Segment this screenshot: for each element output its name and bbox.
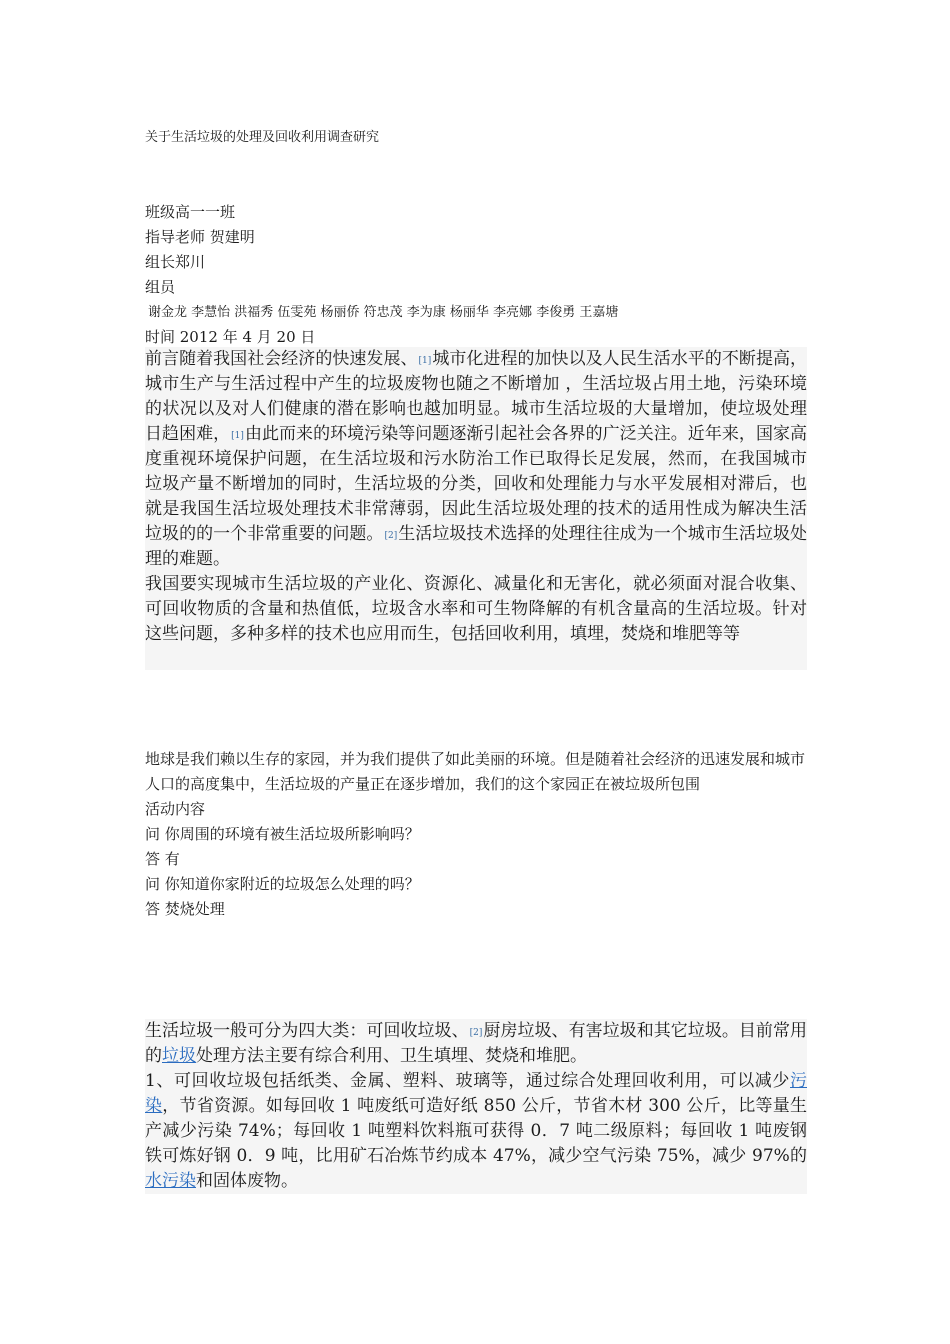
- intro-section: [145, 347, 807, 647]
- activity-heading: 活动内容: [145, 800, 206, 818]
- intro-text-c: 由此而来的环境污染等问题逐渐引起社会各界的广泛关注。近年来，国家高度重视环境保护问题，在生活垃圾和污水防治工作已取得长足发展，然而，在我国城市垃圾产量不断增加的同时，生活垃圾的分类，回收和处理能力与水平发展相对滞后，也就是我国生活垃圾处理技术非常薄弱，因此生活垃圾处理的技术的适用性成为解决生活垃圾的的一个非常重要的问题。: [145, 424, 808, 544]
- classify-text-a: 生活垃圾一般可分为四大类：可回收垃圾、: [145, 1021, 469, 1041]
- pollution-link[interactable]: 污染: [145, 1071, 807, 1116]
- document-title: 关于生活垃圾的处理及回收利用调查研究: [145, 130, 380, 145]
- intro-text-a: 前言随着我国社会经济的快速发展、: [145, 349, 418, 369]
- citation-ref[interactable]: [1]: [418, 356, 432, 366]
- citation-ref[interactable]: [1]: [231, 431, 244, 441]
- classify-text-b: 厨房垃圾、有害垃圾和其它垃圾。目前常用的: [145, 1021, 807, 1066]
- recycle-text-a: 1、可回收垃圾包括纸类、金属、塑料、玻璃等，通过综合处理回收利用，可以减少: [145, 1071, 790, 1091]
- teacher-line: 指导老师 贺建明: [145, 228, 255, 246]
- classify-paragraph-2: [145, 1069, 807, 1194]
- classify-paragraph-1: [145, 1019, 807, 1069]
- intro-text-d: 生活垃圾技术选择的处理往往成为一个城市生活垃圾处理的难题。: [145, 524, 808, 569]
- question-2: 问 你知道你家附近的垃圾怎么处理的吗？: [145, 875, 420, 893]
- citation-ref[interactable]: [2]: [469, 1028, 483, 1038]
- question-1: 问 你周围的环境有被生活垃圾所影响吗？: [145, 825, 420, 843]
- recycle-text-c: 和固体废物。: [196, 1171, 298, 1191]
- members-list: 谢金龙 李慧怡 洪福秀 伍雯苑 杨丽侨 符忠茂 李为康 杨丽华 李亮娜 李俊勇 王嘉塘: [148, 305, 619, 320]
- leader-line: 组长郑川: [145, 253, 206, 271]
- answer-1: 答 有: [145, 850, 180, 868]
- water-pollution-link[interactable]: 水污染: [145, 1171, 196, 1191]
- members-label: 组员: [145, 278, 176, 296]
- time-line: 时间 2012 年 4 月 20 日: [145, 328, 316, 346]
- intro-paragraph-2: 我国要实现城市生活垃圾的产业化、资源化、减量化和无害化，就必须面对混合收集、可回收物质的含量和热值低，垃圾含水率和可生物降解的有机含量高的生活垃圾。针对这些问题，多种多样的技术也应用而生，包括回收利用，填埋，焚烧和堆肥等等: [145, 574, 807, 644]
- garbage-link[interactable]: 垃圾: [162, 1046, 196, 1066]
- classify-section: [145, 1019, 807, 1194]
- intro-paragraph-1: [145, 347, 807, 572]
- class-line: 班级高一一班: [145, 203, 236, 221]
- citation-ref[interactable]: [2]: [384, 531, 398, 541]
- activity-paragraph: 地球是我们赖以生存的家园，并为我们提供了如此美丽的环境。但是随着社会经济的迅速发展和城市人口的高度集中，生活垃圾的产量正在逐步增加，我们的这个家园正在被垃圾所包围: [145, 750, 806, 793]
- recycle-text-b: ，节省资源。如每回收 1 吨废纸可造好纸 850 公斤，节省木材 300 公斤，比等量生产减少污染 74%；每回收 1 吨塑料饮料瓶可获得 0．7 吨二级原料；每回收 1 吨废钢铁可炼好钢 0．9 吨，比用矿石冶炼节约成本 47%，减少空气污染 75%，减少 97%的: [145, 1096, 808, 1166]
- activity-section: [145, 747, 807, 922]
- intro-text-b: 城市化进程的加快以及人民生活水平的不断提高，城市生产与生活过程中产生的垃圾废物也随之不断增加 ，生活垃圾占用土地，污染环境的状况以及对人们健康的潜在影响也越加明显。城市生活垃圾的大量增加，使垃圾处理日趋困难，: [145, 349, 808, 444]
- classify-text-c: 处理方法主要有综合利用、卫生填埋、焚烧和堆肥。: [196, 1046, 587, 1066]
- answer-2: 答 焚烧处理: [145, 900, 225, 918]
